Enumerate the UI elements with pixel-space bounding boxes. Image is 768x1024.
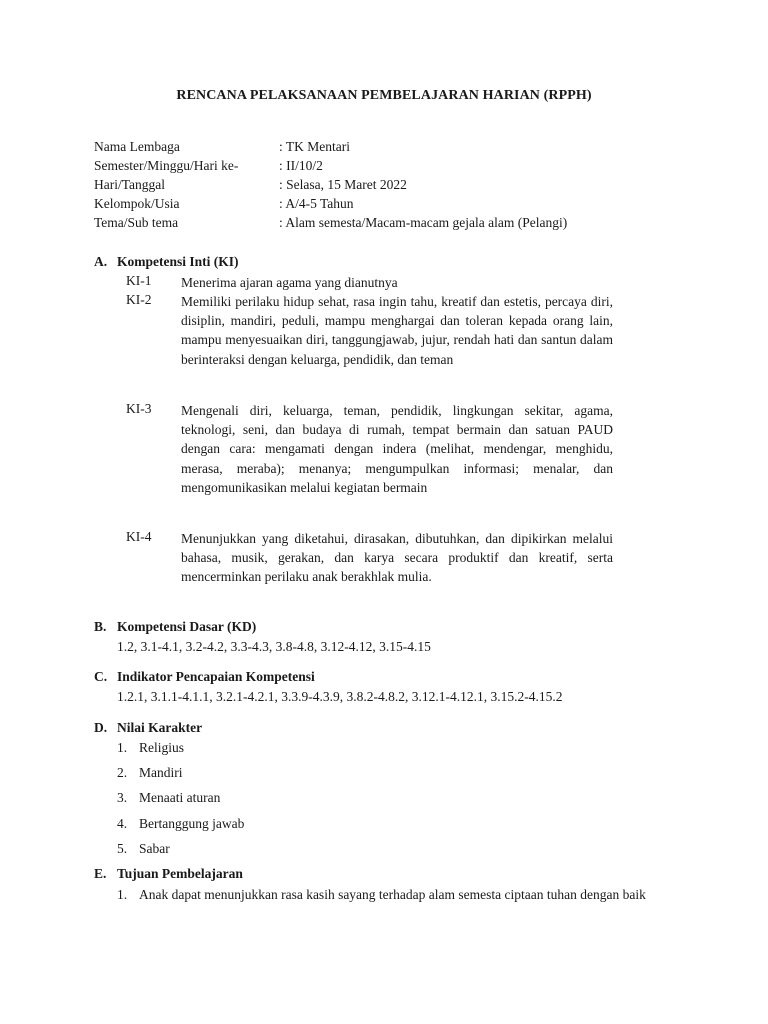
- list-item: [117, 765, 183, 781]
- info-value: : Alam semesta/Macam-macam gejala alam (Pelangi): [279, 215, 568, 230]
- section-d-heading: [94, 720, 202, 736]
- item-number: 3.: [117, 790, 128, 805]
- ki-text: Memiliki perilaku hidup sehat, rasa ingin tahu, kreatif dan estetis, percaya diri, disiplin, mandiri, peduli, mampu menghargai dan toleran kepada orang lain, mampu menyesuaikan diri, tanggungjawab, jujur, rendah hati dan santun dalam berinteraksi dengan keluarga, pendidik, dan teman: [181, 294, 613, 367]
- ki-text: Mengenali diri, keluarga, teman, pendidik, lingkungan sekitar, agama, teknologi, seni, dan budaya di rumah, tempat bermain dan satuan PAUD dengan cara: mengamati dengan indera (melihat, mendengar, menghidu, merasa, meraba); menanya; mengumpulkan informasi; menalar, dan mengomunikasikan melalui kegiatan bermain: [181, 403, 613, 495]
- item-text: Menaati aturan: [139, 790, 221, 805]
- item-number: 1.: [117, 740, 128, 755]
- section-letter: A.: [94, 254, 108, 269]
- section-title: Nilai Karakter: [117, 720, 203, 735]
- info-value: : Selasa, 15 Maret 2022: [279, 177, 407, 192]
- info-label: Kelompok/Usia: [94, 196, 180, 211]
- item-number: 5.: [117, 841, 128, 856]
- section-c-heading: [94, 669, 315, 685]
- section-title: Kompetensi Dasar (KD): [117, 619, 257, 634]
- section-letter: D.: [94, 720, 108, 735]
- item-text: Bertanggung jawab: [139, 816, 245, 831]
- section-letter: C.: [94, 669, 108, 684]
- ki-code: KI-4: [126, 529, 152, 544]
- section-title: Kompetensi Inti (KI): [117, 254, 239, 269]
- kd-list: 1.2, 3.1-4.1, 3.2-4.2, 3.3-4.3, 3.8-4.8, 3.12-4.12, 3.15-4.15: [117, 639, 431, 654]
- info-value: : A/4-5 Tahun: [279, 196, 354, 211]
- item-text: Religius: [139, 740, 185, 755]
- item-text: Anak dapat menunjukkan rasa kasih sayang terhadap alam semesta ciptaan tuhan dengan baik: [139, 887, 646, 902]
- section-letter: E.: [94, 866, 107, 881]
- indicator-list: 1.2.1, 3.1.1-4.1.1, 3.2.1-4.2.1, 3.3.9-4.3.9, 3.8.2-4.8.2, 3.12.1-4.12.1, 3.15.2-4.15.2: [117, 689, 563, 704]
- document-title: RENCANA PELAKSANAAN PEMBELAJARAN HARIAN (RPPH): [176, 88, 592, 103]
- section-title: Tujuan Pembelajaran: [117, 866, 243, 881]
- list-item: [117, 740, 184, 756]
- list-item: [117, 790, 220, 806]
- info-label: Tema/Sub tema: [94, 215, 179, 230]
- ki-text: Menunjukkan yang diketahui, dirasakan, dibutuhkan, dan dipikirkan melalui bahasa, musik, gerakan, dan karya secara produktif dan kreatif, serta mencerminkan perilaku anak berakhlak mulia.: [181, 531, 613, 585]
- section-a-heading: [94, 254, 239, 270]
- item-text: Mandiri: [139, 765, 183, 780]
- list-item: [117, 816, 244, 832]
- list-item: [117, 841, 170, 857]
- item-number: 2.: [117, 765, 128, 780]
- info-label: Hari/Tanggal: [94, 177, 166, 192]
- section-e-heading: [94, 866, 243, 882]
- ki-code: KI-2: [126, 292, 152, 307]
- ki-code: KI-3: [126, 401, 152, 416]
- info-label: Semester/Minggu/Hari ke-: [94, 158, 239, 173]
- ki-code: KI-1: [126, 273, 152, 288]
- info-label: Nama Lembaga: [94, 139, 180, 154]
- section-b-heading: [94, 619, 256, 635]
- item-number: 4.: [117, 816, 128, 831]
- item-text: Sabar: [139, 841, 170, 856]
- section-letter: B.: [94, 619, 107, 634]
- info-value: : TK Mentari: [279, 139, 350, 154]
- item-number: 1.: [117, 887, 128, 902]
- info-value: : II/10/2: [279, 158, 323, 173]
- ki-text: Menerima ajaran agama yang dianutnya: [181, 275, 398, 290]
- section-title: Indikator Pencapaian Kompetensi: [117, 669, 315, 684]
